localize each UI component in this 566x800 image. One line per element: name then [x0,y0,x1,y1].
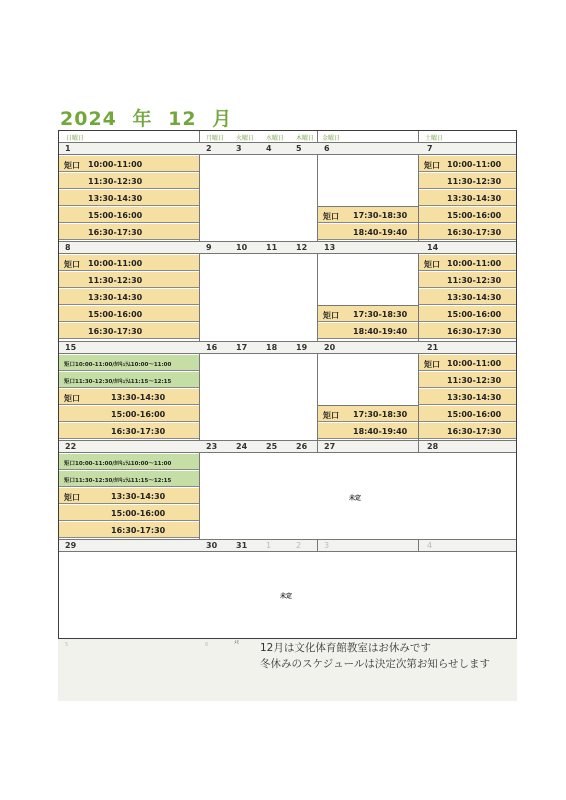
date-31: 31 [236,541,248,550]
weekday-wed: 水曜日 [266,135,285,142]
col-divider-fri-w4 [418,441,419,452]
title-month: 12 [168,108,197,130]
date-8: 8 [65,243,71,252]
date-next-2: 2 [296,541,302,550]
col-divider-fri-w5 [418,540,419,551]
date-13: 13 [324,243,336,252]
memo-label: ﾒﾓ [234,640,240,646]
weekday-thu: 木曜日 [296,135,315,142]
slot-7-sat-1: 矩口 10:00-11:00 [419,156,516,172]
date-21: 21 [427,343,439,352]
slot-22-sun-3: 矩口 13:30-14:30 [59,488,199,504]
slot-1-sun-3: 13:30-14:30 [59,190,199,206]
col-divider-thu [317,131,318,445]
date-11: 11 [266,243,278,252]
undecided-week5: 未定 [280,593,293,600]
memo-area [58,639,517,701]
date-19: 19 [296,343,308,352]
slot-8-sun-1: 矩口 10:00-11:00 [59,255,199,271]
title-tsuki: 月 [212,108,233,130]
weekday-sun: 日曜日 [66,135,85,142]
slot-21-sat-1: 矩口 10:00-11:00 [419,355,516,371]
slot-22-sun-4: 15:00-16:00 [59,505,199,521]
slot-7-sat-5: 16:30-17:30 [419,224,516,240]
date-2: 2 [206,144,212,153]
date-18: 18 [266,343,278,352]
slot-15-sun-4: 15:00-16:00 [59,406,199,422]
title-nen: 年 [132,108,153,130]
slot-8-sun-4: 15:00-16:00 [59,306,199,322]
date-row-week1 [59,143,516,154]
date-30: 30 [206,541,218,550]
slot-22-sun-combined-2: 矩口11:30-12:30/ｶﾘｷｭﾗﾑ11:15～12:15 [59,471,199,487]
date-row-week4 [59,441,516,452]
row-divider [59,253,516,254]
slot-22-sun-5: 16:30-17:30 [59,522,199,538]
slot-8-sun-3: 13:30-14:30 [59,289,199,305]
weekday-tue: 火曜日 [236,135,255,142]
slot-1-sun-2: 11:30-12:30 [59,173,199,189]
date-row-week5 [59,540,516,551]
date-row-week2 [59,242,516,253]
date-3: 3 [236,144,242,153]
col-divider-thu-w5 [317,540,318,551]
slot-8-sun-5: 16:30-17:30 [59,323,199,339]
slot-13-fri-1: 矩口 17:30-18:30 [318,306,418,322]
weekday-fri: 金曜日 [322,135,341,142]
date-4: 4 [266,144,272,153]
date-20: 20 [324,343,336,352]
slot-14-sat-3: 13:30-14:30 [419,289,516,305]
weekday-sat: 土曜日 [425,135,444,142]
slot-14-sat-2: 11:30-12:30 [419,272,516,288]
slot-15-sun-3: 矩口 13:30-14:30 [59,389,199,405]
slot-1-sun-1: 矩口 10:00-11:00 [59,156,199,172]
date-15: 15 [65,343,77,352]
date-23: 23 [206,442,218,451]
date-next-3: 3 [324,541,330,550]
slot-13-fri-2: 18:40-19:40 [318,323,418,339]
date-12: 12 [296,243,308,252]
date-row-week3 [59,342,516,353]
date-next-5: 5 [65,642,69,648]
slot-1-sun-5: 16:30-17:30 [59,224,199,240]
date-1: 1 [65,144,71,153]
row-divider [59,452,516,453]
slot-14-sat-4: 15:00-16:00 [419,306,516,322]
date-27: 27 [324,442,336,451]
slot-20-fri-1: 矩口 17:30-18:30 [318,406,418,422]
date-29: 29 [65,541,77,550]
note-line-1: 12月は文化体育館教室はお休みです [260,642,431,654]
slot-20-fri-2: 18:40-19:40 [318,423,418,439]
date-next-1: 1 [266,541,272,550]
weekday-mon: 月曜日 [206,135,225,142]
row-divider [59,154,516,155]
date-25: 25 [266,442,278,451]
slot-7-sat-2: 11:30-12:30 [419,173,516,189]
calendar-title [60,104,232,131]
slot-14-sat-5: 16:30-17:30 [419,323,516,339]
slot-15-sun-combined-2: 矩口11:30-12:30/ｶﾘｷｭﾗﾑ11:15～12:15 [59,372,199,388]
date-next-4: 4 [427,541,433,550]
slot-21-sat-2: 11:30-12:30 [419,372,516,388]
date-16: 16 [206,343,218,352]
note-line-2: 冬休みのスケジュールは決定次第お知らせします [260,658,491,670]
title-year: 2024 [60,108,117,130]
date-5: 5 [296,144,302,153]
slot-22-sun-combined-1: 矩口10:00-11:00/ｶﾘｷｭﾗﾑ10:00～11:00 [59,454,199,470]
slot-7-sat-3: 13:30-14:30 [419,190,516,206]
slot-21-sat-3: 13:30-14:30 [419,389,516,405]
row-divider [59,353,516,354]
slot-6-fri-1: 矩口 17:30-18:30 [318,207,418,223]
date-next-6: 6 [205,642,209,648]
date-22: 22 [65,442,77,451]
date-9: 9 [206,243,212,252]
slot-14-sat-1: 矩口 10:00-11:00 [419,255,516,271]
slot-6-fri-2: 18:40-19:40 [318,224,418,240]
undecided-week4: 未定 [349,495,362,502]
slot-21-sat-5: 16:30-17:30 [419,423,516,439]
date-6: 6 [324,144,330,153]
slot-15-sun-5: 16:30-17:30 [59,423,199,439]
col-divider-thu-w4 [317,441,318,452]
slot-15-sun-combined-1: 矩口10:00-11:00/ｶﾘｷｭﾗﾑ10:00～11:00 [59,355,199,371]
slot-21-sat-4: 15:00-16:00 [419,406,516,422]
date-10: 10 [236,243,248,252]
row-divider [59,551,516,552]
date-7: 7 [427,144,433,153]
date-26: 26 [296,442,308,451]
calendar-grid [58,130,517,639]
date-28: 28 [427,442,439,451]
slot-1-sun-4: 15:00-16:00 [59,207,199,223]
date-24: 24 [236,442,248,451]
date-17: 17 [236,343,248,352]
slot-7-sat-4: 15:00-16:00 [419,207,516,223]
date-14: 14 [427,243,439,252]
slot-8-sun-2: 11:30-12:30 [59,272,199,288]
